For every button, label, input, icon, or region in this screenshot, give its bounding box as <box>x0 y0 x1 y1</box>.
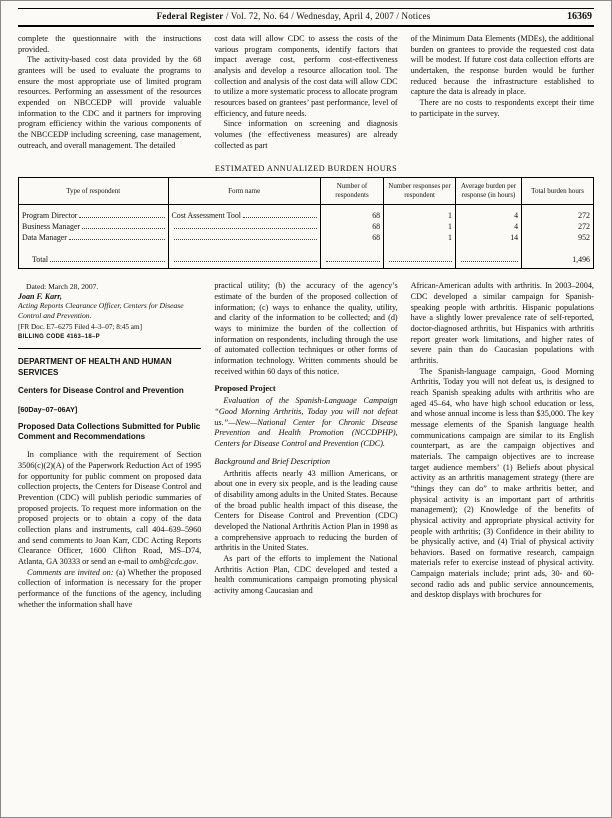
dot-leader <box>82 227 164 229</box>
bottom-text-section <box>18 281 594 610</box>
dot-leader <box>69 238 165 240</box>
bottom-column-3 <box>411 281 594 610</box>
cell-num-responses <box>384 243 456 269</box>
paragraph: complete the questionnaire with the instructions provided. <box>18 34 202 54</box>
signatory-title: Acting Reports Clearance Officer, Centers for Disease Control and Prevention. <box>18 301 184 320</box>
dot-leader <box>326 260 380 262</box>
cell-num-respondents: 68 <box>320 221 383 232</box>
journal-name: Federal Register <box>156 11 224 21</box>
column-header-respondent: Type of respondent <box>19 178 169 205</box>
notice-title: Proposed Data Collections Submitted for Public Comment and Recommendations <box>18 421 201 441</box>
fr-doc-line: [FR Doc. E7–6275 Filed 4–3–07; 8:45 am] <box>18 323 142 332</box>
background-heading: Background and Brief Description <box>214 456 331 466</box>
cell-avg-burden: 14 <box>456 232 522 243</box>
email-address: omb@cdc.gov <box>149 556 197 566</box>
cell-num-responses: 1 <box>384 205 456 222</box>
paragraph: The activity-based cost data provided by the 68 grantees will be used to evaluate the programs to ensure the most appropriate use of limited program resources. Performing an assessment of the resources expended on NBCCEDP will provide valuable information to the CDC and it partners for improving program efficiency within the various components of the NBCCEDP including screening, case management, outreach, and overall management. The detailed <box>18 55 202 150</box>
dot-leader <box>50 260 164 262</box>
dot-leader <box>174 238 317 240</box>
paragraph <box>18 568 201 611</box>
paragraph-text: . <box>196 556 199 566</box>
cell-num-respondents: 68 <box>320 205 383 222</box>
comments-invited-lead: Comments are invited on: <box>27 567 117 577</box>
table-header-row <box>19 178 594 205</box>
paragraph: As part of the efforts to implement the National Arthritis Action Plan, CDC developed and tested a health communications campaign promoting physical activity among Caucasian and <box>214 553 398 595</box>
dot-leader <box>243 216 317 218</box>
top-column-3 <box>411 34 594 151</box>
issue-info: / Vol. 72, No. 64 / Wednesday, April 4, 2007 / Notices <box>223 11 431 21</box>
table-total-row <box>19 243 594 269</box>
paragraph: Arthritis affects nearly 43 million Americans, or about one in every six people, and is the leading cause of disability among adults in the United States. Because of the broad public health impact of this disease, the Centers for Disease Control and Prevention (CDC) developed the National Arthritis Action Plan in 1998 as a comprehensive approach to reducing the burden of arthritis in the United States. <box>214 468 398 553</box>
paragraph-text: In compliance with the requirement of Section 3506(c)(2)(A) of the Paperwork Reduction Act of 1995 for opportunity for public comment on proposed data collection projects, the Centers for Disease Control and Prevention (CDC) will publish periodic summaries of proposed projects. To request more information on the proposed projects or to obtain a copy of the data collection plans and instruments, call 404–639–5960 and send comments to Joan Karr, CDC Acting Reports Clearance Officer, 1600 Clifton Road, MS–D74, Atlanta, GA 30333 or send an e-mail to <box>18 450 202 566</box>
cell-num-responses: 1 <box>384 232 456 243</box>
column-header-num-responses: Number responses per respondent <box>384 178 456 205</box>
paragraph: Since information on screening and diagnosis volumes (the effectiveness measures) are already collected as part <box>214 119 398 150</box>
dot-leader <box>461 260 518 262</box>
proposed-project-heading: Proposed Project <box>214 384 276 394</box>
cell-grand-total: 1,496 <box>522 243 594 269</box>
paragraph: African-American adults with arthritis. In 2003–2004, CDC developed a similar campaign for Spanish-speaking people with arthritis. Hispanic populations have a slightly lower prevalence rate of self-reported, doctor-diagnosed arthritis, but Hispanics with arthritis report greater work limitations, and higher rates of severe pain than do Caucasian populations with arthritis. <box>410 281 594 365</box>
cell-num-responses: 1 <box>384 221 456 232</box>
top-column-2 <box>214 34 397 151</box>
table-title: ESTIMATED ANNUALIZED BURDEN HOURS <box>214 164 398 174</box>
paragraph <box>18 450 201 567</box>
dot-leader <box>174 227 317 229</box>
billing-code: BILLING CODE 4163–18–P <box>18 334 100 341</box>
cell-num-respondents <box>320 243 383 269</box>
page-number: 16369 <box>567 11 592 22</box>
top-column-1 <box>18 34 201 151</box>
dated-line: Dated: March 28, 2007. <box>26 282 99 292</box>
dot-leader <box>389 260 452 262</box>
running-head <box>18 8 594 27</box>
table-row <box>19 232 594 243</box>
column-header-total-burden: Total burden hours <box>522 178 594 205</box>
paragraph: practical utility; (b) the accuracy of the agency’s estimate of the burden of the proposed collection of information; (c) ways to enhance the quality, utility, and clarity of the information to be collected; and (d) ways to minimize the burden of the collection of information on respondents, including through the use of automated collection techniques or other forms of information technology. Written comments should be received within 60 days of this notice. <box>214 281 398 376</box>
burden-hours-table <box>18 177 594 269</box>
docket-number: [60Day–07–06AY] <box>18 404 78 414</box>
dot-leader <box>174 260 317 262</box>
cell-form-name: Cost Assessment Tool <box>168 205 320 222</box>
cell-form-name <box>168 232 320 243</box>
cell-avg-burden: 4 <box>456 221 522 232</box>
paragraph: The Spanish-language campaign, Good Morning Arthritis, Today you will not defeat us, is designed to reach Spanish speaking adults with arthritis who are aged 45–64, who have high school education or less, and whose annual income is less than $35,000. The key message elements of the Spanish language health communications campaign are similar to its English counterpart, as are the campaign objectives and materials. The campaign objectives are to increase target audience members’ (1) Beliefs about physical activity as an arthritis management strategy (there are “things they can do” to make arthritis better, and physical activity is an important part of arthritis management); (2) Knowledge of the benefits of physical activity and appropriate physical activity for people with arthritis; (3) Confidence in their ability to be physically active, and (4) Trial of physical activity behaviors. Based on formative research, campaign materials refer to exercise instead of physical activity. Campaign materials include; print ads, 30- and 60-second radio ads and public service announcements, and desktop displays with brochures for <box>410 366 594 600</box>
cell-form-name <box>168 221 320 232</box>
cell-total-burden: 272 <box>522 221 594 232</box>
top-text-section <box>18 34 594 151</box>
cell-form-name <box>168 243 320 269</box>
cell-num-respondents: 68 <box>320 232 383 243</box>
cell-respondent: Program Director <box>19 205 169 222</box>
paragraph: Evaluation of the Spanish-Language Campaign “Good Morning Arthritis, Today you will not defeat us.”—New—National Center for Chronic Disease Prevention and Health Promotion (NCCDPHP), Centers for Disease Control and Prevention (CDC). <box>214 396 398 448</box>
column-header-num-respondents: Number of respondents <box>320 178 383 205</box>
paragraph: There are no costs to respondents except their time to participate in the survey. <box>410 97 594 118</box>
table-row <box>19 221 594 232</box>
signatory-name: Joan F. Karr, <box>18 292 62 302</box>
bottom-column-1 <box>18 281 201 610</box>
cell-total-label: Total <box>19 243 169 269</box>
column-header-avg-burden: Average burden per response (in hours) <box>456 178 522 205</box>
paragraph: of the Minimum Data Elements (MDEs), the additional burden on grantees to provide the requested cost data will be modest. If future cost data collection efforts are undertaken, the response burden would be further reduced because the infrastructure established to capture the data is already in place. <box>410 34 594 97</box>
department-heading: DEPARTMENT OF HEALTH AND HUMAN SERVICES <box>18 357 172 377</box>
paragraph: cost data will allow CDC to assess the costs of the various program components, identify factors that impact average cost, perform cost-effectiveness analysis and develop a resource allocation tool. The collection and analysis of the cost data will allow CDC to utilize a more systematic process to allocate program resources based on grantees’ past performance, level of efficiency, and future needs. <box>214 34 398 118</box>
cell-avg-burden <box>456 243 522 269</box>
document-divider-rule <box>18 348 201 349</box>
dot-leader <box>79 216 164 218</box>
cell-respondent: Business Manager <box>19 221 169 232</box>
cell-respondent: Data Manager <box>19 232 169 243</box>
bottom-column-2 <box>214 281 397 610</box>
cell-total-burden: 272 <box>522 205 594 222</box>
cell-avg-burden: 4 <box>456 205 522 222</box>
running-head-title <box>20 11 567 21</box>
cell-total-burden: 952 <box>522 232 594 243</box>
column-header-form-name: Form name <box>168 178 320 205</box>
table-row <box>19 205 594 222</box>
agency-heading: Centers for Disease Control and Prevention <box>18 386 184 396</box>
paragraph-text: (a) Whether the proposed collection of information is necessary for the proper performance of the functions of the agency, including whether the information shall have <box>18 567 202 609</box>
